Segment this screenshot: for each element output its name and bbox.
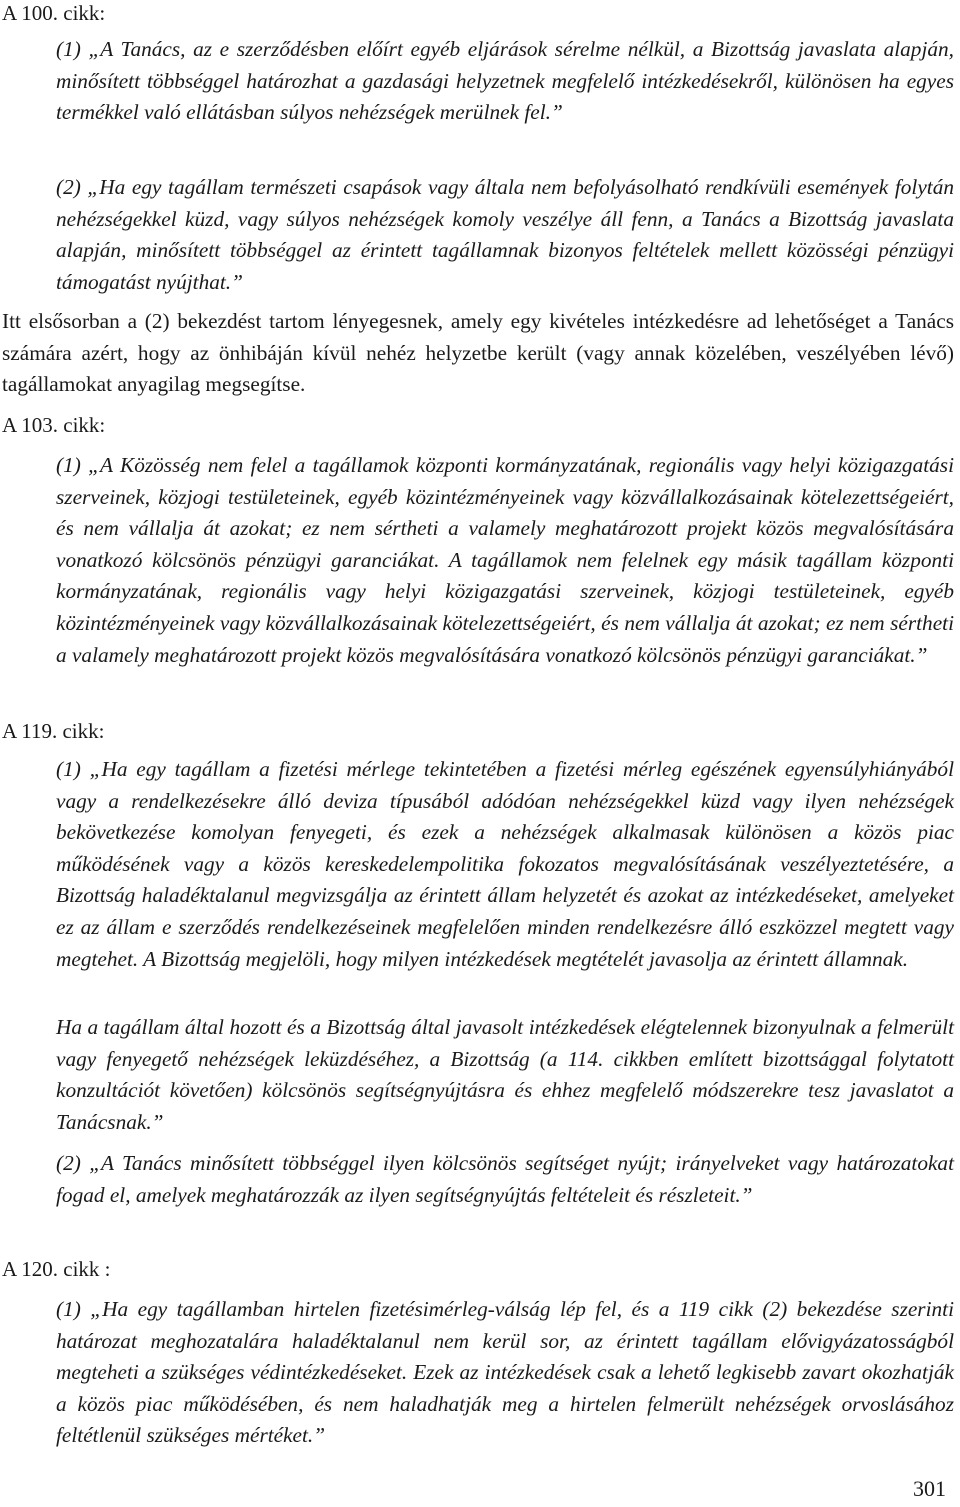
- article-103-paragraph-1: (1) „A Közösség nem felel a tagállamok központi kormányzatának, regionális vagy helyi közigazgatási szerveinek, közjogi testületeinek, egyéb közintézményeinek vagy közvállalkozásainak kötelezettségeiért, és nem vállalja át azokat; ez nem sértheti a valamely meghatározott projekt közös megvalósítására vonatkozó kölcsönös pénzügyi garanciákat. A tagállamok nem felelnek egy másik tagállam központi kormányzatának, regionális vagy helyi közigazgatási szerveinek, közjogi testületeinek, egyéb közintézményeinek vagy közvállalkozásainak kötelezettségeiért, és nem vállalja át azokat; ez nem sértheti a valamely meghatározott projekt közös megvalósítására vonatkozó kölcsönös pénzügyi garanciákat.”: [56, 453, 954, 667]
- article-100-paragraph-2: (2) „Ha egy tagállam természeti csapások vagy általa nem befolyásolható rendkívüli események folytán nehézségekkel küzd, vagy súlyos nehézségek komoly veszélye áll fenn, a Tanács a Bizottság javaslata alapján, minősített többséggel az érintett tagállamnak bizonyos feltételek mellett közösségi pénzügyi támogatást nyújthat.”: [56, 175, 954, 294]
- article-119-paragraph-1: (1) „Ha egy tagállam a fizetési mérlege tekintetében a fizetési mérleg egészének egyensúlyhiányából vagy a rendelkezésekre álló deviza típusából adódóan nehézségekkel küzd vagy ilyen nehézségek bekövetkezése komolyan fenyegeti, és ezek a nehézségek alkalmasak különösen a közös piac működésének vagy a közös kereskedelempolitika fokozatos megvalósításának veszélyeztetésére, a Bizottság haladéktalanul megvizsgálja az érintett állam helyzetét és azokat az intézkedéseket, amelyeket ez az állam e szerződés rendelkezéseinek megfelelően minden rendelkezésre álló eszközzel megtett vagy megtehet. A Bizottság megjelöli, hogy milyen intézkedések megtételét javasolja az érintett államnak.: [56, 757, 954, 971]
- article-119-paragraph-2: (2) „A Tanács minősített többséggel ilyen kölcsönös segítséget nyújt; irányelveket vagy határozatokat fogad el, amelyek meghatározzák az ilyen segítségnyújtás feltételeit és részleteit.”: [56, 1151, 954, 1207]
- commentary-paragraph: Itt elsősorban a (2) bekezdést tartom lényegesnek, amely egy kivételes intézkedésre ad lehetőséget a Tanács számára azért, hogy az önhibáján kívül nehéz helyzetbe került (vagy annak közelében, veszélyében lévő) tagállamokat anyagilag megsegítse.: [2, 309, 954, 397]
- article-heading-100: A 100. cikk:: [2, 1, 106, 25]
- article-heading-103: A 103. cikk:: [2, 413, 106, 437]
- page-number: 301: [913, 1476, 946, 1501]
- article-heading-119: A 119. cikk:: [2, 719, 105, 743]
- article-120-paragraph-1: (1) „Ha egy tagállamban hirtelen fizetésimérleg-válság lép fel, és a 119 cikk (2) bekezdése szerinti határozat meghozatalára haladéktalanul nem kerül sor, az érintett tagállam elővigyázatosságból megteheti a szükséges védintézkedéseket. Ezek az intézkedések csak a lehető legkisebb zavart okozhatják a közös piac működésében, és nem haladhatják meg a hirtelen felmerült nehézségek orvoslásához feltétlenül szükséges mértéket.”: [56, 1297, 954, 1448]
- article-119-paragraph-1-continued: Ha a tagállam által hozott és a Bizottság által javasolt intézkedések elégtelennek bizonyulnak a felmerült vagy fenyegető nehézségek leküzdéséhez, a Bizottság (a 114. cikkben említett bizottsággal folytatott konzultációt követően) kölcsönös segítségnyújtásra és ehhez megfelelő módszerekre tesz javaslatot a Tanácsnak.”: [56, 1015, 954, 1134]
- article-100-paragraph-1: (1) „A Tanács, az e szerződésben előírt egyéb eljárások sérelme nélkül, a Bizottság javaslata alapján, minősített többséggel határozhat a gazdasági helyzetnek megfelelő intézkedésekről, különösen ha egyes termékkel való ellátásban súlyos nehézségek merülnek fel.”: [56, 37, 954, 125]
- article-heading-120: A 120. cikk :: [2, 1257, 111, 1281]
